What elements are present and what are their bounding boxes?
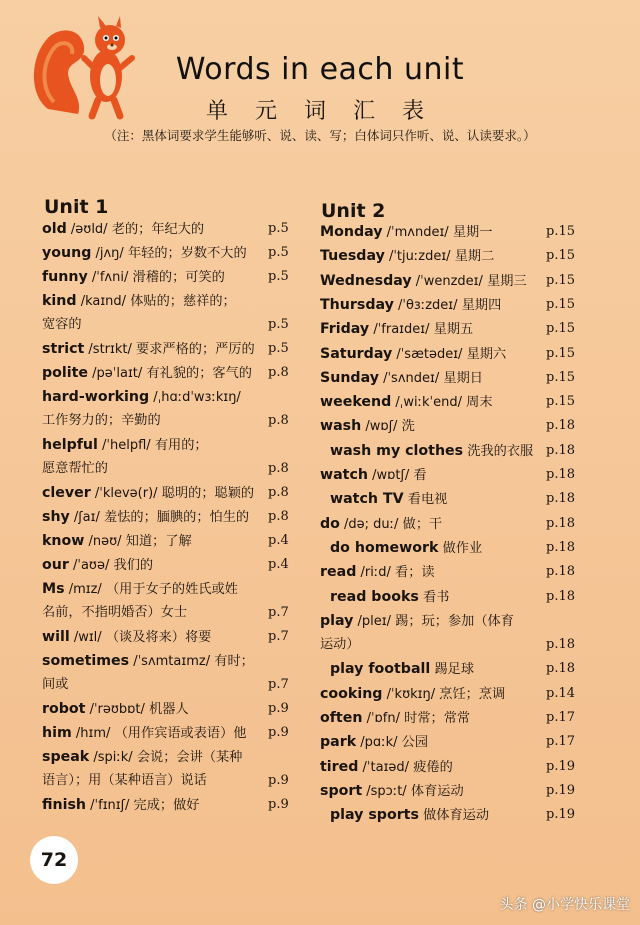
word-entry [320, 293, 501, 318]
word-entry [330, 803, 489, 828]
word-entry [320, 366, 483, 391]
phonetic: /jʌŋ/ [91, 246, 124, 261]
definition: 宽容的 [42, 317, 82, 332]
definition: 聪明的；聪颖的 [157, 486, 255, 501]
word: park [320, 734, 357, 751]
definition: 星期日 [439, 370, 483, 386]
word-entry [42, 241, 247, 266]
phonetic: /ˈtaɪəd/ [358, 759, 410, 775]
definition: 做作业 [438, 540, 483, 556]
definition: 有礼貌的；客气的 [142, 366, 252, 381]
page-reference: p.7 [268, 629, 289, 644]
page-reference: p.18 [546, 588, 575, 604]
page-reference: p.18 [546, 467, 575, 482]
word-entry [42, 337, 255, 362]
word: him [42, 725, 72, 741]
page-reference: p.9 [268, 773, 289, 788]
phonetic: /nəʊ/ [84, 534, 122, 549]
word-entry [42, 721, 246, 746]
word: tired [320, 758, 359, 775]
word: Thursday [320, 296, 394, 313]
phonetic: /ˈhelpfl/ [97, 438, 151, 453]
word-entry [42, 601, 187, 625]
page-reference: p.17 [546, 734, 575, 750]
definition: 要求严格的；严厉的 [131, 342, 255, 357]
page-reference: p.5 [268, 341, 289, 356]
page-reference: p.5 [268, 317, 289, 332]
page-reference: p.19 [546, 782, 575, 798]
definition: 星期六 [462, 346, 507, 362]
page-title-english: Words in each unit [175, 52, 465, 87]
word: funny [42, 269, 88, 285]
word-entry [320, 560, 435, 585]
page-reference: p.18 [546, 418, 575, 434]
word-entry [320, 244, 494, 269]
definition: 烹饪；烹调 [435, 686, 506, 702]
page-reference: p.14 [546, 685, 575, 701]
word-entry [42, 793, 199, 818]
word-entry [320, 220, 492, 245]
word: helpful [42, 437, 98, 453]
page-reference: p.8 [268, 365, 289, 380]
definition: 星期五 [429, 322, 474, 338]
phonetic: /wɒʃ/ [361, 419, 398, 435]
definition: 做；干 [398, 516, 443, 532]
word: read books [330, 588, 419, 605]
page-reference: p.15 [546, 224, 575, 239]
page-reference: p.9 [268, 797, 289, 812]
word-entry [42, 313, 82, 337]
word-entry [42, 457, 108, 481]
definition: 洗我的衣服 [463, 443, 534, 459]
definition: （用于女子的姓氏或姓 [101, 582, 238, 597]
phonetic: /ˈtjuːzdeɪ/ [384, 249, 451, 265]
word: wash my clothes [330, 442, 464, 459]
word: robot [42, 701, 86, 717]
page-reference: p.18 [546, 539, 575, 555]
word-entry [320, 755, 453, 780]
word: know [42, 533, 85, 549]
word: Wednesday [320, 272, 412, 289]
word: Friday [320, 321, 370, 338]
page-reference: p.15 [546, 248, 575, 264]
word: often [320, 710, 363, 726]
watermark: 头条 @小学快乐课堂 [499, 897, 630, 913]
word: Ms [42, 581, 65, 597]
word-entry [42, 433, 208, 458]
word-entry [320, 682, 505, 707]
unit-2-title: Unit 2 [321, 200, 386, 222]
definition: 看 [409, 468, 427, 483]
word-entry [320, 512, 442, 537]
word-entry [320, 730, 428, 755]
word: will [42, 629, 70, 645]
word-entry [42, 673, 68, 697]
phonetic: /pəˈlaɪt/ [88, 366, 143, 381]
definition: 名前，不指明婚否）女士 [42, 605, 188, 620]
definition: 知道；了解 [121, 534, 192, 549]
word: strict [42, 341, 85, 357]
definition: （用作宾语或表语）他 [110, 726, 247, 741]
definition: 愿意帮忙的 [42, 461, 108, 476]
page-number: 72 [30, 836, 78, 884]
page-reference: p.8 [268, 461, 289, 476]
definition: 周末 [461, 395, 493, 411]
page-reference: p.15 [546, 345, 575, 361]
definition: 公园 [397, 735, 429, 751]
phonetic: /ˈwenzdeɪ/ [411, 273, 483, 289]
word-entry [320, 609, 514, 634]
phonetic: /ˈklevə(r)/ [90, 486, 158, 501]
word: polite [42, 365, 89, 381]
word: do homework [330, 539, 439, 556]
word: Sunday [320, 369, 379, 386]
definition: 完成；做好 [129, 798, 200, 813]
word: sport [320, 782, 363, 799]
phonetic: /əʊld/ [66, 222, 108, 237]
word-entry [330, 536, 482, 561]
phonetic: /ˈkʊkɪŋ/ [382, 686, 436, 702]
word: play [320, 612, 354, 629]
word: old [42, 221, 67, 237]
word: hard-working [42, 389, 150, 405]
phonetic: /ˌhɑːdˈwɜːkɪŋ/ [149, 390, 241, 405]
page-reference: p.15 [546, 394, 575, 410]
phonetic: /ˈrəʊbɒt/ [85, 702, 145, 717]
word: watch [320, 467, 368, 483]
definition: 会说；会讲（某种 [132, 750, 243, 765]
word-entry [42, 649, 254, 674]
definition: 看电视 [403, 492, 448, 508]
word-entry [320, 269, 527, 294]
definition: 有时； [210, 654, 254, 669]
page-reference: p.5 [268, 245, 289, 260]
word-entry [320, 317, 473, 342]
word-entry [42, 361, 252, 386]
word: read [320, 564, 357, 581]
word-entry [320, 779, 464, 804]
definition: 间或 [42, 677, 69, 692]
definition: 滑稽的；可笑的 [128, 270, 225, 285]
page-reference: p.15 [546, 296, 575, 312]
phonetic: /spiːk/ [89, 750, 133, 765]
word: do [320, 515, 340, 532]
phonetic: /ˈfraɪdeɪ/ [369, 322, 430, 338]
page-reference: p.4 [268, 557, 289, 572]
phonetic: /riːd/ [356, 565, 391, 581]
phonetic: /ˈsʌndeɪ/ [378, 370, 440, 386]
phonetic: /hɪm/ [71, 726, 111, 741]
word-entry [42, 505, 249, 530]
word-entry [320, 633, 360, 657]
word: weekend [320, 394, 392, 411]
word-entry [330, 657, 474, 682]
phonetic: /ˌwiːkˈend/ [391, 395, 462, 411]
page-reference: p.18 [546, 491, 575, 507]
word-entry [42, 577, 238, 602]
page-reference: p.9 [268, 725, 289, 740]
word-entry [42, 553, 153, 578]
definition: 羞怯的；腼腆的；怕生的 [99, 510, 250, 525]
word: sometimes [42, 653, 130, 669]
page-reference: p.18 [546, 637, 575, 653]
word: young [42, 245, 92, 261]
phonetic: /pɑːk/ [356, 735, 398, 751]
definition: 时常；常常 [399, 711, 471, 726]
definition: 做体育运动 [418, 808, 490, 824]
phonetic: /ˈɒfn/ [362, 711, 400, 726]
phonetic: /mɪz/ [64, 582, 102, 597]
page-reference: p.5 [268, 221, 289, 236]
definition: 星期二 [450, 249, 495, 265]
word-entry [42, 385, 241, 410]
definition: 有用的； [150, 438, 208, 453]
phonetic: /spɔːt/ [362, 783, 407, 799]
word: our [42, 557, 69, 573]
definition: 我们的 [109, 558, 154, 573]
word-entry [42, 697, 189, 722]
definition: 星期三 [482, 273, 527, 289]
word: play sports [330, 807, 419, 824]
definition: 老的；年纪大的 [107, 222, 205, 237]
phonetic: /kaɪnd/ [76, 294, 127, 309]
page-reference: p.7 [268, 605, 289, 620]
word-entry [42, 481, 254, 506]
page-reference: p.18 [546, 661, 575, 677]
phonetic: /ˈfʌni/ [87, 270, 129, 285]
phonetic: /ˈθɜːzdeɪ/ [393, 297, 458, 313]
definition: 年轻的；岁数不大的 [123, 246, 247, 261]
word: Tuesday [320, 248, 385, 265]
definition: 洗 [397, 419, 415, 435]
word: clever [42, 485, 91, 501]
word: cooking [320, 685, 383, 702]
page-reference: p.15 [546, 321, 575, 337]
unit-1-title: Unit 1 [44, 196, 109, 218]
word: kind [42, 293, 77, 309]
phonetic: /ˈsætədeɪ/ [392, 346, 463, 362]
word-entry [330, 487, 447, 512]
word-entry [320, 414, 415, 439]
phonetic: /ˈfɪnɪʃ/ [86, 798, 130, 813]
definition: 语言）；用（某种语言）说话 [42, 773, 207, 788]
definition: （谈及将来）将要 [101, 630, 212, 645]
definition: 看书 [418, 589, 450, 605]
definition: 踢足球 [430, 662, 475, 678]
page-reference: p.7 [268, 677, 289, 692]
page-note: （注：黑体词要求学生能够听、说、读、写；白体词只作听、说、认读要求。） [104, 128, 536, 143]
page-reference: p.8 [268, 413, 289, 428]
word: finish [42, 797, 87, 813]
word-entry [42, 409, 161, 433]
phonetic: /strɪkt/ [84, 342, 132, 357]
page-reference: p.8 [268, 509, 289, 524]
definition: 运动） [320, 637, 360, 653]
page-reference: p.19 [546, 807, 575, 823]
page-title-chinese: 单 元 词 汇 表 [206, 99, 434, 124]
word-entry [42, 769, 207, 793]
definition: 机器人 [144, 702, 189, 717]
phonetic: /ˈaʊə/ [68, 558, 110, 573]
definition: 体育运动 [406, 783, 464, 799]
phonetic: /wɒtʃ/ [367, 468, 410, 483]
page-reference: p.8 [268, 485, 289, 500]
page-reference: p.5 [268, 269, 289, 284]
word-entry [330, 585, 449, 610]
definition: 星期四 [457, 297, 502, 313]
word: wash [320, 418, 362, 435]
phonetic: /wɪl/ [69, 630, 102, 645]
word-entry [320, 706, 470, 731]
word: play football [330, 661, 431, 678]
word-entry [42, 289, 236, 314]
phonetic: /ˈsʌmtaɪmz/ [129, 654, 211, 669]
word-entry [42, 529, 192, 554]
definition: 工作努力的；辛勤的 [42, 413, 161, 428]
word-entry [42, 625, 211, 650]
word-entry [42, 745, 242, 770]
definition: 星期一 [448, 225, 493, 240]
page-reference: p.17 [546, 710, 575, 725]
page-reference: p.18 [546, 515, 575, 531]
word-entry [330, 439, 533, 464]
word-entry [320, 463, 427, 488]
page-reference: p.18 [546, 442, 575, 458]
page-reference: p.15 [546, 272, 575, 288]
word-entry [42, 217, 204, 242]
word-entry [320, 390, 493, 415]
definition: 踢；玩；参加（体育 [391, 613, 514, 629]
phonetic: /pleɪ/ [353, 613, 391, 629]
page-reference: p.15 [546, 369, 575, 385]
word: Monday [320, 224, 383, 240]
phonetic: /ʃaɪ/ [69, 510, 100, 525]
word-entry [320, 342, 506, 367]
word: Saturday [320, 345, 393, 362]
phonetic: /də; duː/ [339, 516, 399, 532]
definition: 体贴的；慈祥的； [126, 294, 236, 309]
page-reference: p.19 [546, 758, 575, 774]
word-entry [42, 265, 225, 290]
page-reference: p.4 [268, 533, 289, 548]
word: watch TV [330, 491, 404, 508]
word: speak [42, 749, 90, 765]
definition: 看；读 [390, 565, 435, 581]
phonetic: /ˈmʌndeɪ/ [382, 225, 449, 240]
page-reference: p.18 [546, 564, 575, 580]
page-reference: p.9 [268, 701, 289, 716]
definition: 疲倦的 [409, 759, 453, 775]
word: shy [42, 509, 70, 525]
